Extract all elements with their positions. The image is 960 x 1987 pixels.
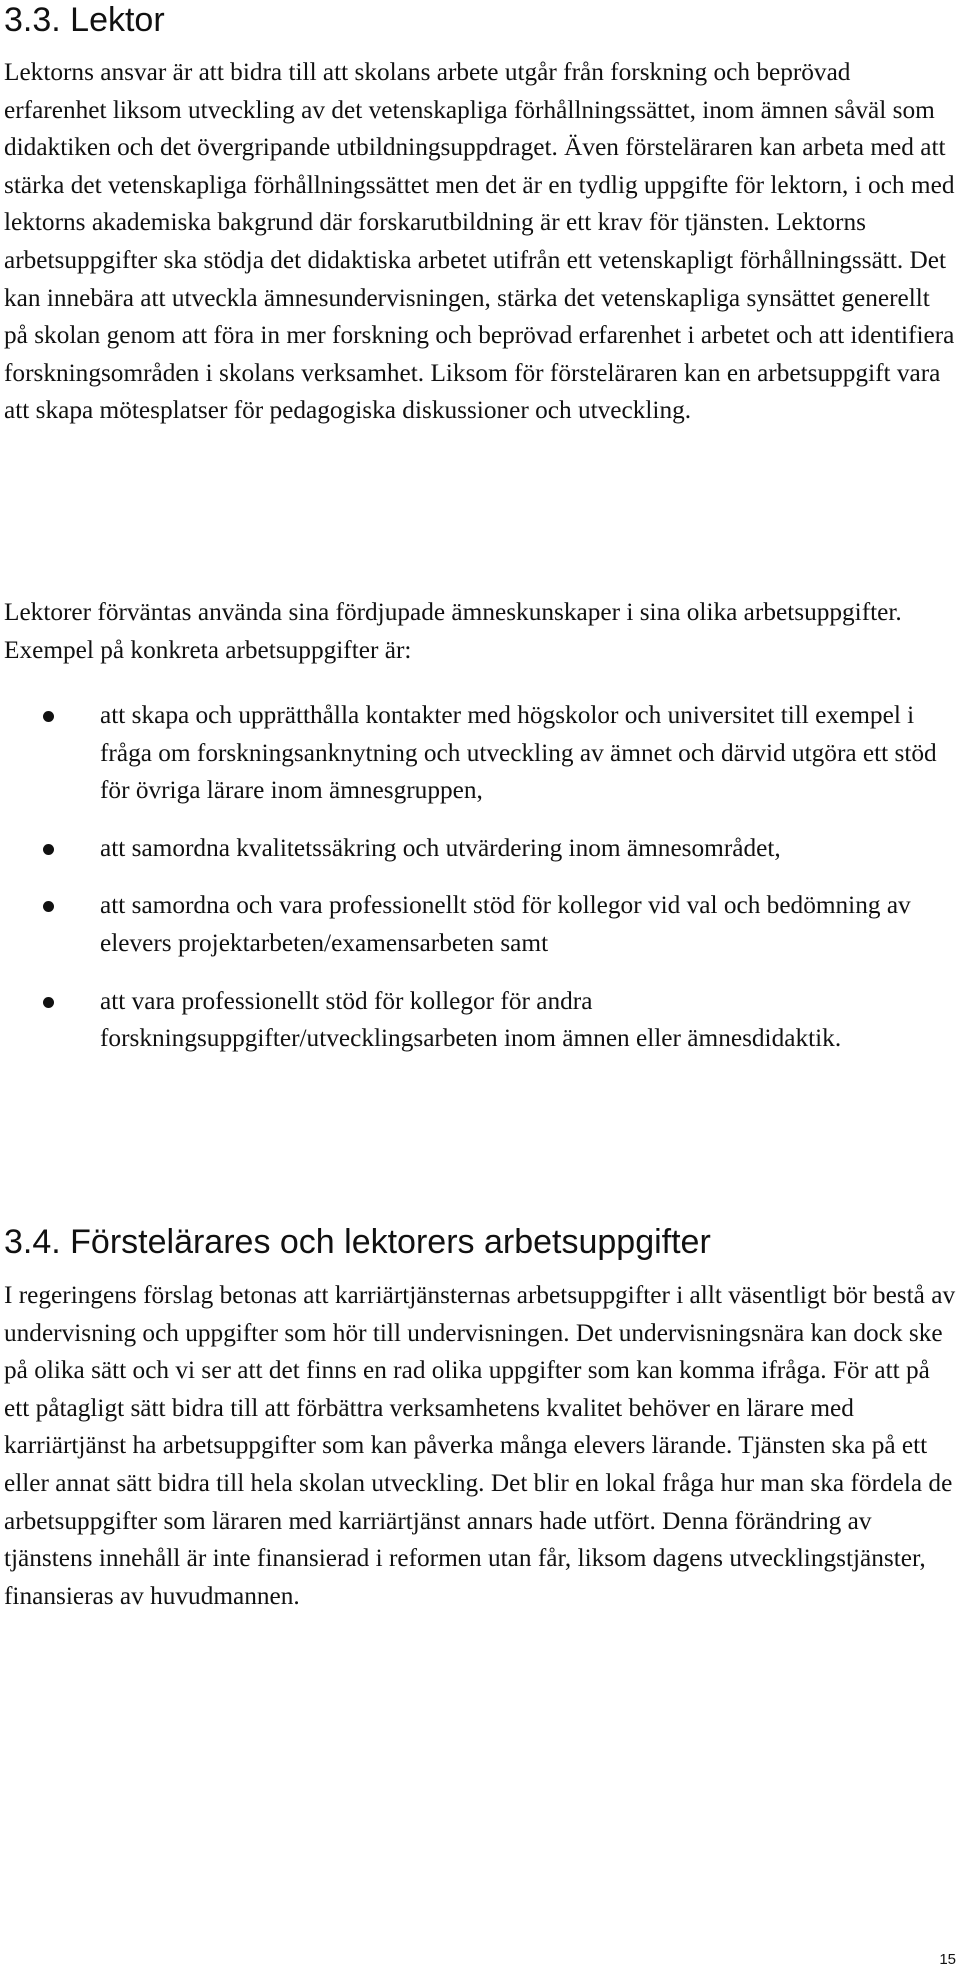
paragraph-karriartjanster: I regeringens förslag betonas att karriärtjänsternas arbetsuppgifter i allt väsentligt bör bestå av undervisning och uppgifter som hör till undervisningen. Det undervisningsnära kan dock ske på olika sätt och vi ser att det finns en rad olika uppgifter som kan komma ifråga. För att på ett påtagligt sätt bidra till att förbättra verksamhetens kvalitet behöver en lärare med karriärtjänst ha arbetsuppgifter som kan påverka många elevers lärande. Tjänsten ska på ett eller annat sätt bidra till hela skolan utveckling. Det blir en lokal fråga hur man ska fördela de arbetsuppgifter som läraren med karriärtjänst annars hade utfört. Denna förändring av tjänstens innehåll är inte finansierad i reformen utan får, liksom dagens utvecklingstjänster, finansieras av huvudmannen. [4, 1281, 956, 1610]
list-item-text: att vara professionellt stöd för kollegor för andra forskningsuppgifter/utvecklingsarbeten inom ämnen eller ämnesdidaktik. [100, 986, 842, 1053]
list-item-text: att skapa och upprätthålla kontakter med högskolor och universitet till exempel i fråga om forskningsanknytning och utveckling av ämnet och därvid utgöra ett stöd för övriga lärare inom ämnesgruppen, [100, 701, 937, 805]
list-item [0, 887, 950, 962]
section-heading-arbetsuppgifter: 3.4. Förstelärares och lektorers arbetsuppgifter [4, 1223, 711, 1261]
page-number: 15 [939, 1951, 956, 1968]
paragraph-lektor-arbetsuppgifter: Lektorer förväntas använda sina fördjupade ämneskunskaper i sina olika arbetsuppgifter. Exempel på konkreta arbetsuppgifter är: [4, 598, 902, 664]
list-item [0, 697, 950, 810]
bullet-icon [43, 844, 54, 855]
paragraph-lektor-ansvar: Lektorns ansvar är att bidra till att skolans arbete utgår från forskning och beprövad erfarenhet liksom utveckling av det vetenskapliga förhållningssättet, inom ämnen såväl som didaktiken och det övergripande utbildningsuppdraget. Även försteläraren kan arbeta med att stärka det vetenskapliga förhållningssättet men det är en tydlig uppgifte för lektorn, i och med lektorns akademiska bakgrund där forskarutbildning är ett krav för tjänsten. Lektorns arbetsuppgifter ska stödja det didaktiska arbetet utifrån ett vetenskapligt förhållningssätt. Det kan innebära att utveckla ämnesundervisningen, stärka det vetenskapliga synsättet generellt på skolan genom att föra in mer forskning och beprövad erfarenhet i arbetet och att identifiera forskningsområden i skolans verksamhet. Liksom för försteläraren kan en arbetsuppgift vara att skapa mötesplatser för pedagogiska diskussioner och utveckling. [4, 58, 955, 425]
section-heading-lektor: 3.3. Lektor [4, 1, 165, 39]
bullet-list [0, 697, 960, 1078]
bullet-icon [43, 711, 54, 722]
list-item [0, 983, 950, 1058]
bullet-icon [43, 901, 54, 912]
list-item-text: att samordna och vara professionellt stöd för kollegor vid val och bedömning av elevers projektarbeten/examensarbeten samt [100, 891, 911, 957]
list-item-text: att samordna kvalitetssäkring och utvärdering inom ämnesområdet, [100, 833, 781, 862]
bullet-icon [43, 997, 54, 1008]
list-item [0, 830, 950, 868]
